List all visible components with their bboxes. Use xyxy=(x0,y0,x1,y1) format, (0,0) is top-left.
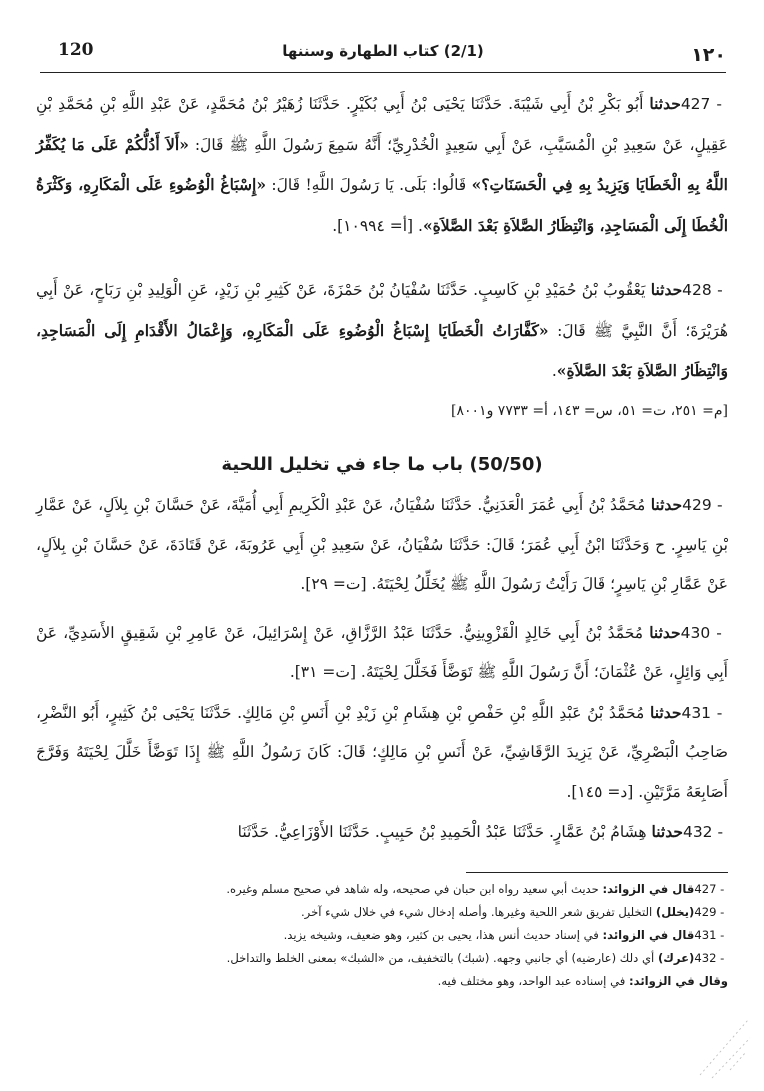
reference: . [أ= ١٠٩٩٤]. xyxy=(332,216,423,235)
isnad-text: مُحَمَّدُ بْنُ أَبِي خَالِدٍ الْقَزْوِينِيُّ. حَدَّثَنَا عَبْدُ الرَّزَّاقِ، عَنْ إِسْرَائِيلَ، عَنْ عَامِرِ بْنِ شَقِيقٍ الأَسَدِيِّ، عَنْ أَبِي وَائِلٍ، عَنْ عُثْمَانَ؛ أَنَّ رَسُولَ اللَّهِ ﷺ تَوَضَّأَ فَخَلَّلَ لِحْيَتَهُ. [ت= ٣١]. xyxy=(36,623,728,681)
footnote-item xyxy=(36,970,728,993)
footnote-rule xyxy=(466,872,728,873)
footnote-item: 432 - (عرك) أي دلك (عارضيه) أي جانبي وجهه. (شبك) بالتخفيف، من «الشبك» بمعنى الخلط والتداخل. xyxy=(226,951,728,965)
footnote-item: 427 - قال في الزوائد: حديث أبي سعيد رواه ابن حبان في صحيحه، وله شاهد في صحيح مسلم وغيره. xyxy=(226,882,728,896)
isnad-text: مُحَمَّدُ بْنُ عَبْدِ اللَّهِ بْنِ حَفْصِ بْنِ هِشَامِ بْنِ زَيْدِ بْنِ أَنَسِ بْنِ مَالِكٍ. حَدَّثَنَا يَحْيَى بْنُ كَثِيرٍ، أَبُو النَّضْرِ، صَاحِبُ الْبَصْرِيِّ، عَنْ يَزِيدَ الرَّقَاشِيِّ، عَنْ أَنَسِ بْنِ مَالِكٍ؛ قَالَ: كَانَ رَسُولُ اللَّهِ ﷺ إِذَا تَوَضَّأَ خَلَّلَ لِحْيَتَهُ وَفَرَّجَ أَصَابِعَهُ مَرَّتَيْنِ. [د= ١٤٥]. xyxy=(36,703,728,801)
isnad-text: هِشَامُ بْنُ عَمَّارٍ. حَدَّثَنَا عَبْدُ الْحَمِيدِ بْنُ حَبِيبٍ. حَدَّثَنَا الأَوْزَاعِيُّ. حَدَّثَنَا xyxy=(237,823,652,841)
hadith-number: 431 - xyxy=(681,703,728,722)
pencil-mark-decoration xyxy=(690,1000,750,1080)
footnotes xyxy=(36,878,728,993)
header-rule xyxy=(40,72,726,73)
footnote-label: قال في الزوائد: xyxy=(602,882,695,896)
hadith-number: 428 - xyxy=(682,281,728,299)
matn-quote: «أَلاَ أَدُلُّكُمْ عَلَى مَا يُكَفِّرُ اللَّهُ بِهِ الْخَطَايَا وَيَزِيدُ بِهِ فِي الْحَسَنَاتِ؟» xyxy=(36,134,728,194)
hadith-number: 432 - xyxy=(682,823,728,841)
footnote-item: 431 - قال في الزوائد: في إسناد حديث أنس هذا، يحيى بن كثير، وهو ضعيف، وشيخه يزيد. xyxy=(283,928,728,942)
matn-quote: «إِسْبَاغُ الْوُضُوءِ عَلَى الْمَكَارِهِ، وَكَثْرَةُ الْخُطَا إِلَى الْمَسَاجِدِ، وَانْتِظَارُ الصَّلاَةِ بَعْدَ الصَّلاَةِ» xyxy=(36,175,728,235)
matn-quote: «كَفَّارَاتُ الْخَطَايَا إِسْبَاغُ الْوُضُوءِ عَلَى الْمَكَارِهِ، وَإِعْمَالُ الأَقْدَامِ إِلَى الْمَسَاجِدِ، وَانْتِظَارُ الصَّلاَةِ بَعْدَ الصَّلاَةِ» xyxy=(36,320,728,380)
haddathana-label: حدثنا xyxy=(650,280,683,299)
footnote-label: قال في الزوائد: xyxy=(602,928,695,942)
footnote-label: (عرك) xyxy=(657,951,695,965)
hadith-number: 430 - xyxy=(680,623,728,642)
page-header xyxy=(40,34,726,68)
haddathana-label: حدثنا xyxy=(651,822,683,841)
page-number-latin: 120 xyxy=(58,40,94,60)
hadith-431 xyxy=(36,693,728,813)
chapter-title: (50/50) باب ما جاء في تخليل اللحية xyxy=(221,454,543,475)
footnote-label: (يخلل) xyxy=(655,905,695,919)
hadith-430 xyxy=(36,613,728,693)
footnote-label: وقال في الزوائد: xyxy=(628,974,728,988)
running-title: (2/1) كتاب الطهارة وسننها xyxy=(282,42,484,60)
page-number-arabic: ١٢٠ xyxy=(691,44,726,66)
haddathana-label: حدثنا xyxy=(649,94,681,113)
footnote-text: التخليل تفريق شعر اللحية وغيرها. وأصله إدخال شيء في خلال شيء آخر. xyxy=(301,905,656,919)
isnad-text: . xyxy=(551,362,557,380)
isnad-text: أَبُو بَكْرِ بْنُ أَبِي شَيْبَةَ. حَدَّثَنَا يَحْيَى بْنُ أَبِي بُكَيْرٍ. حَدَّثَنَا زُهَيْرُ بْنُ مُحَمَّدٍ، عَنْ عَبْدِ اللَّهِ بْنِ مُحَمَّدِ بْنِ عَقِيلٍ، عَنْ سَعِيدِ بْنِ الْمُسَيَّبِ، عَنْ أَبِي سَعِيدٍ الْخُدْرِيِّ؛ أَنَّهُ سَمِعَ رَسُولَ اللَّهِ ﷺ قَالَ: xyxy=(36,95,728,154)
footnote-text: حديث أبي سعيد رواه ابن حبان في صحيحه، وله شاهد في صحيح مسلم وغيره. xyxy=(226,882,603,896)
hadith-428 xyxy=(36,270,728,392)
footnote-text: في إسناد حديث أنس هذا، يحيى بن كثير، وهو ضعيف، وشيخه يزيد. xyxy=(283,928,603,942)
footnote-text: في إسناده عبد الواحد، وهو مختلف فيه. xyxy=(437,974,629,988)
hadith-428-reference: [م= ٢٥١، ت= ٥١، س= ١٤٣، أ= ٧٧٣٣ و٨٠٠١] xyxy=(451,402,728,419)
hadith-427 xyxy=(36,84,728,246)
hadith-432 xyxy=(36,812,728,853)
hadith-number: 427 - xyxy=(680,95,728,113)
hadith-429 xyxy=(36,485,728,605)
isnad-text: مُحَمَّدُ بْنُ أَبِي عُمَرَ الْعَدَنِيُّ. حَدَّثَنَا سُفْيَانُ، عَنْ عَبْدِ الْكَرِيمِ أَبِي أُمَيَّةَ، عَنْ حَسَّانَ بْنِ بِلاَلٍ، عَنْ عَمَّارِ بْنِ يَاسِرٍ. ح وَحَدَّثَنَا ابْنُ أَبِي عُمَرَ؛ قَالَ: حَدَّثَنَا سُفْيَانُ، عَنْ سَعِيدِ بْنِ أَبِي عَرُوبَةَ، عَنْ قَتَادَةَ، عَنْ حَسَّانَ بْنِ بِلاَلٍ، عَنْ عَمَّارِ بْنِ يَاسِرٍ؛ قَالَ رَأَيْتُ رَسُولَ اللَّهِ ﷺ يُخَلِّلُ لِحْيَتَهُ. [ت= ٢٩]. xyxy=(36,496,728,593)
spacer xyxy=(36,246,728,270)
haddathana-label: حدثنا xyxy=(649,622,681,642)
spacer xyxy=(36,605,728,613)
isnad-text: قَالُوا: بَلَى. يَا رَسُولَ اللَّهِ! قَالَ: xyxy=(266,176,472,194)
isnad-text: يَعْقُوبُ بْنُ حُمَيْدِ بْنِ كَاسِبٍ. حَدَّثَنَا سُفْيَانُ بْنُ حَمْزَةَ، عَنْ كَثِيرِ بْنِ زَيْدٍ، عَنِ الْوَلِيدِ بْنِ رَبَاحٍ، عَنْ أَبِي هُرَيْرَةَ؛ أَنَّ النَّبِيَّ ﷺ قَالَ: xyxy=(36,281,729,340)
haddathana-label: حدثنا xyxy=(650,495,683,514)
footnote-text: أي دلك (عارضيه) أي جانبي وجهه. (شبك) بالتخفيف، من «الشبك» بمعنى الخلط والتداخل. xyxy=(226,951,658,965)
footnote-item: 429 - (يخلل) التخليل تفريق شعر اللحية وغيرها. وأصله إدخال شيء في خلال شيء آخر. xyxy=(301,905,728,919)
hadith-number: 429 - xyxy=(682,496,728,514)
haddathana-label: حدثنا xyxy=(650,702,682,722)
main-text xyxy=(36,84,728,853)
